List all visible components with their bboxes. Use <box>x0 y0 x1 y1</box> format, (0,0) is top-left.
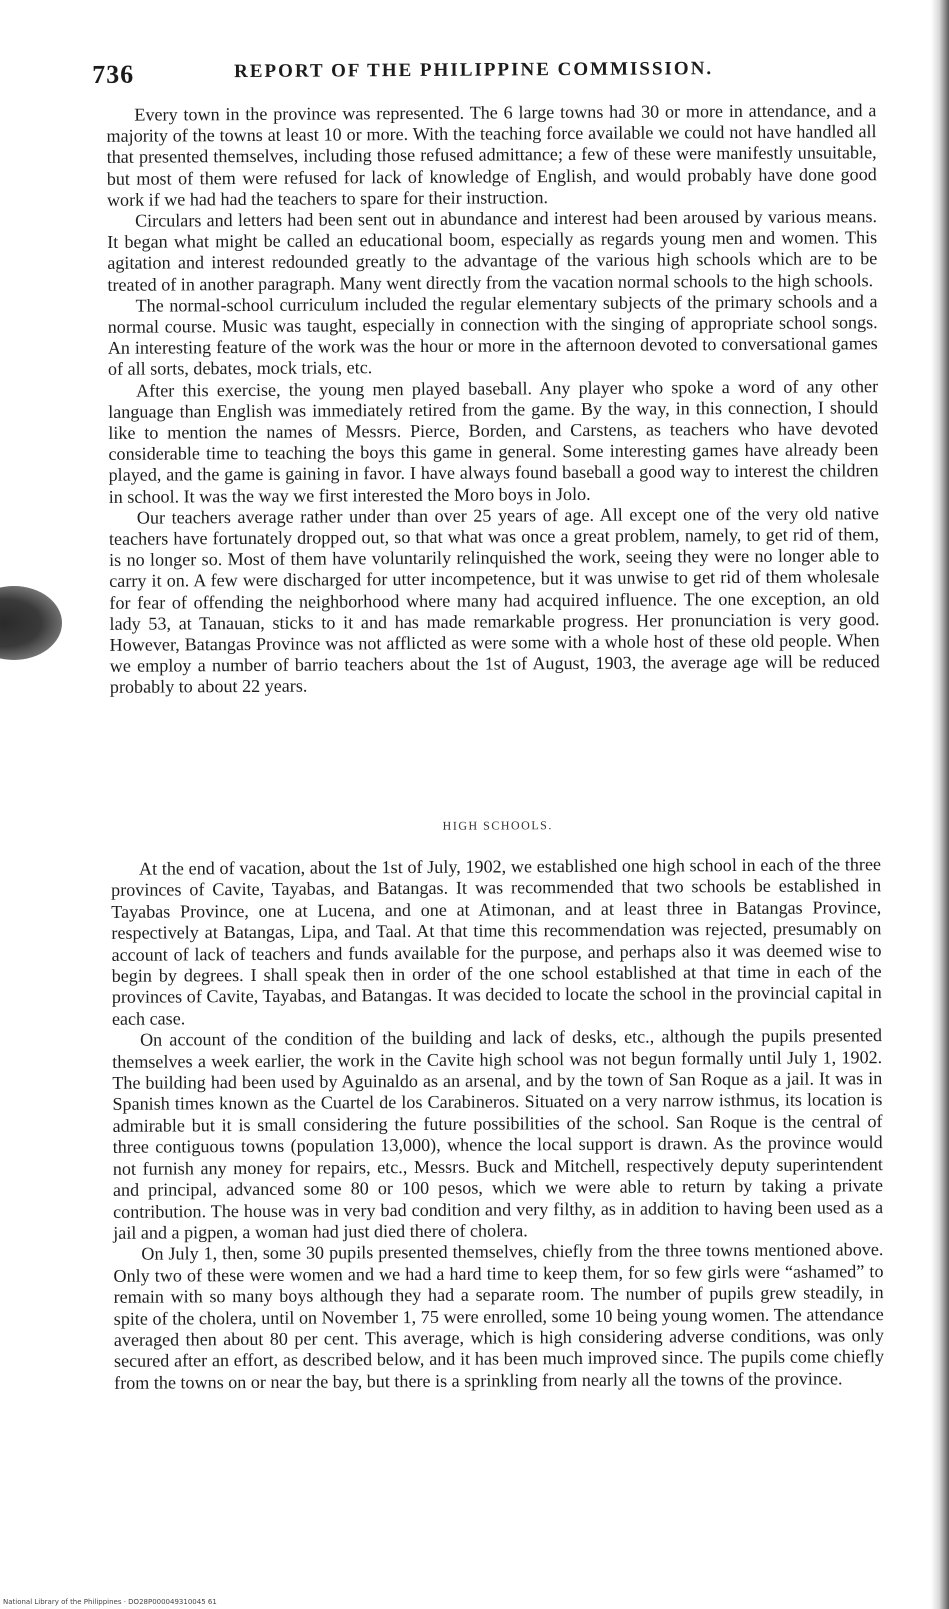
scan-credit: National Library of the Philippines · DO28P000049310045 61 <box>3 1598 217 1606</box>
page-number: 736 <box>92 59 135 89</box>
scanner-thumb-shadow <box>0 586 62 660</box>
paragraph: At the end of vacation, about the 1st of July, 1902, we established one high school in each of the three provinces of Cavite, Tayabas, and Batangas. It was recommended that two schools be established in Tayabas Province, one at Lucena, and one at Atimonan, and at least three in Batangas Province, respectively at Batangas, Lipa, and Taal. At that time this recommendation was rejected, presumably on account of lack of teachers and funds available for the purpose, and perhaps also it was deemed wise to begin by degrees. I shall speak then in order of the one school established at that time in each of the provinces of Cavite, Tayabas, and Batangas. It was decided to locate the school in the provincial capital in each case. <box>111 854 882 1029</box>
lower-text-block <box>111 854 884 1394</box>
page-edge-shadow <box>931 0 949 1609</box>
running-header <box>82 45 904 92</box>
paragraph: Every town in the province was represented. The 6 large towns had 30 or more in attendance, and a majority of the towns at least 10 or more. With the teaching force available we could not have handled all that presented themselves, including those refused admittance; a few of these were manifestly unsuitable, but most of them were refused for lack of knowledge of English, and would probably have done good work if we had had the teachers to spare for their instruction. <box>106 100 877 210</box>
upper-text-block <box>106 100 880 698</box>
paragraph: After this exercise, the young men played baseball. Any player who spoke a word of any other language than English was immediately retired from the game. By the way, in this connection, I should like to mention the names of Messrs. Pierce, Borden, and Carstens, as teachers who have devoted considerable time to teaching the boys this game in general. Some interesting games have already been played, and the game is gaining in favor. I have always found baseball a good way to interest the children in school. It was the way we first interested the Moro boys in Jolo. <box>108 375 879 507</box>
paragraph: Circulars and letters had been sent out in abundance and interest had been aroused by various means. It began what might be called an educational boom, especially as regards young men and women. This agitation and interest redounded greatly to the advantage of the various high schools which are to be treated of in another paragraph. Many went directly from the vacation normal schools to the high schools. <box>107 206 878 295</box>
paragraph: The normal-school curriculum included the regular elementary subjects of the primary schools and a normal course. Music was taught, especially in connection with the singing of appropriate school songs. An interesting feature of the work was the hour or more in the afternoon devoted to conversational games of all sorts, debates, mock trials, etc. <box>107 290 878 380</box>
paragraph: On July 1, then, some 30 pupils presented themselves, chiefly from the three towns mentioned above. Only two of these were women and we had a hard time to keep them, for so few girls were “ashamed” to remain with so many boys although they had a separate room. The number of pupils grew steadily, in spite of the cholera, until on November 1, 75 were enrolled, some 10 being young women. The attendance averaged then about 80 per cent. This average, which is high considering adverse conditions, was only secured after an effort, as described below, and it has been much improved since. The pupils come chiefly from the towns on or near the bay, but there is a sprinkling from nearly all the towns of the province. <box>113 1239 885 1393</box>
paragraph: On account of the condition of the building and lack of desks, etc., although the pupils presented themselves a week earlier, the work in the Cavite high school was not begun formally until July 1, 1902. The building had been used by Aguinaldo as an arsenal, and by the town of San Roque as a jail. It was in Spanish times known as the Cuartel de los Carabineros. Situated on a very narrow isthmus, its location is admirable but it is small considering the future possibilities of the school. San Roque is the central of three contiguous towns (population 13,000), whence the local support is drawn. As the province would not furnish any money for repairs, etc., Messrs. Buck and Mitchell, respectively deputy superintendent and principal, advanced some 80 or 100 pesos, which we were able to return by taking a private contribution. The house was in very bad condition and very filthy, as in addition to having been used as a jail and a pigpen, a woman had just died there of cholera. <box>112 1025 884 1243</box>
paragraph: Our teachers average rather under than over 25 years of age. All except one of the very old native teachers have fortunately dropped out, so that what was once a great problem, namely, to get rid of them, is no longer so. Most of them have voluntarily relinquished the work, seeing they were no longer able to carry it on. A few were discharged for utter incompetence, but it was unwise to get rid of them wholesale for fear of offending the neighborhood where many had acquired influence. The one exception, an old lady 53, at Tanauan, sticks to it and has made remarkable progress. Her pronunciation is very good. However, Batangas Province was not afflicted as were some with a whole host of these old people. When we employ a number of barrio teachers about the 1st of August, 1903, the average age will be reduced probably to about 22 years. <box>108 503 880 698</box>
section-heading: HIGH SCHOOLS. <box>442 818 553 833</box>
running-title: REPORT OF THE PHILIPPINE COMMISSION. <box>234 58 714 83</box>
document-page <box>82 45 904 1393</box>
